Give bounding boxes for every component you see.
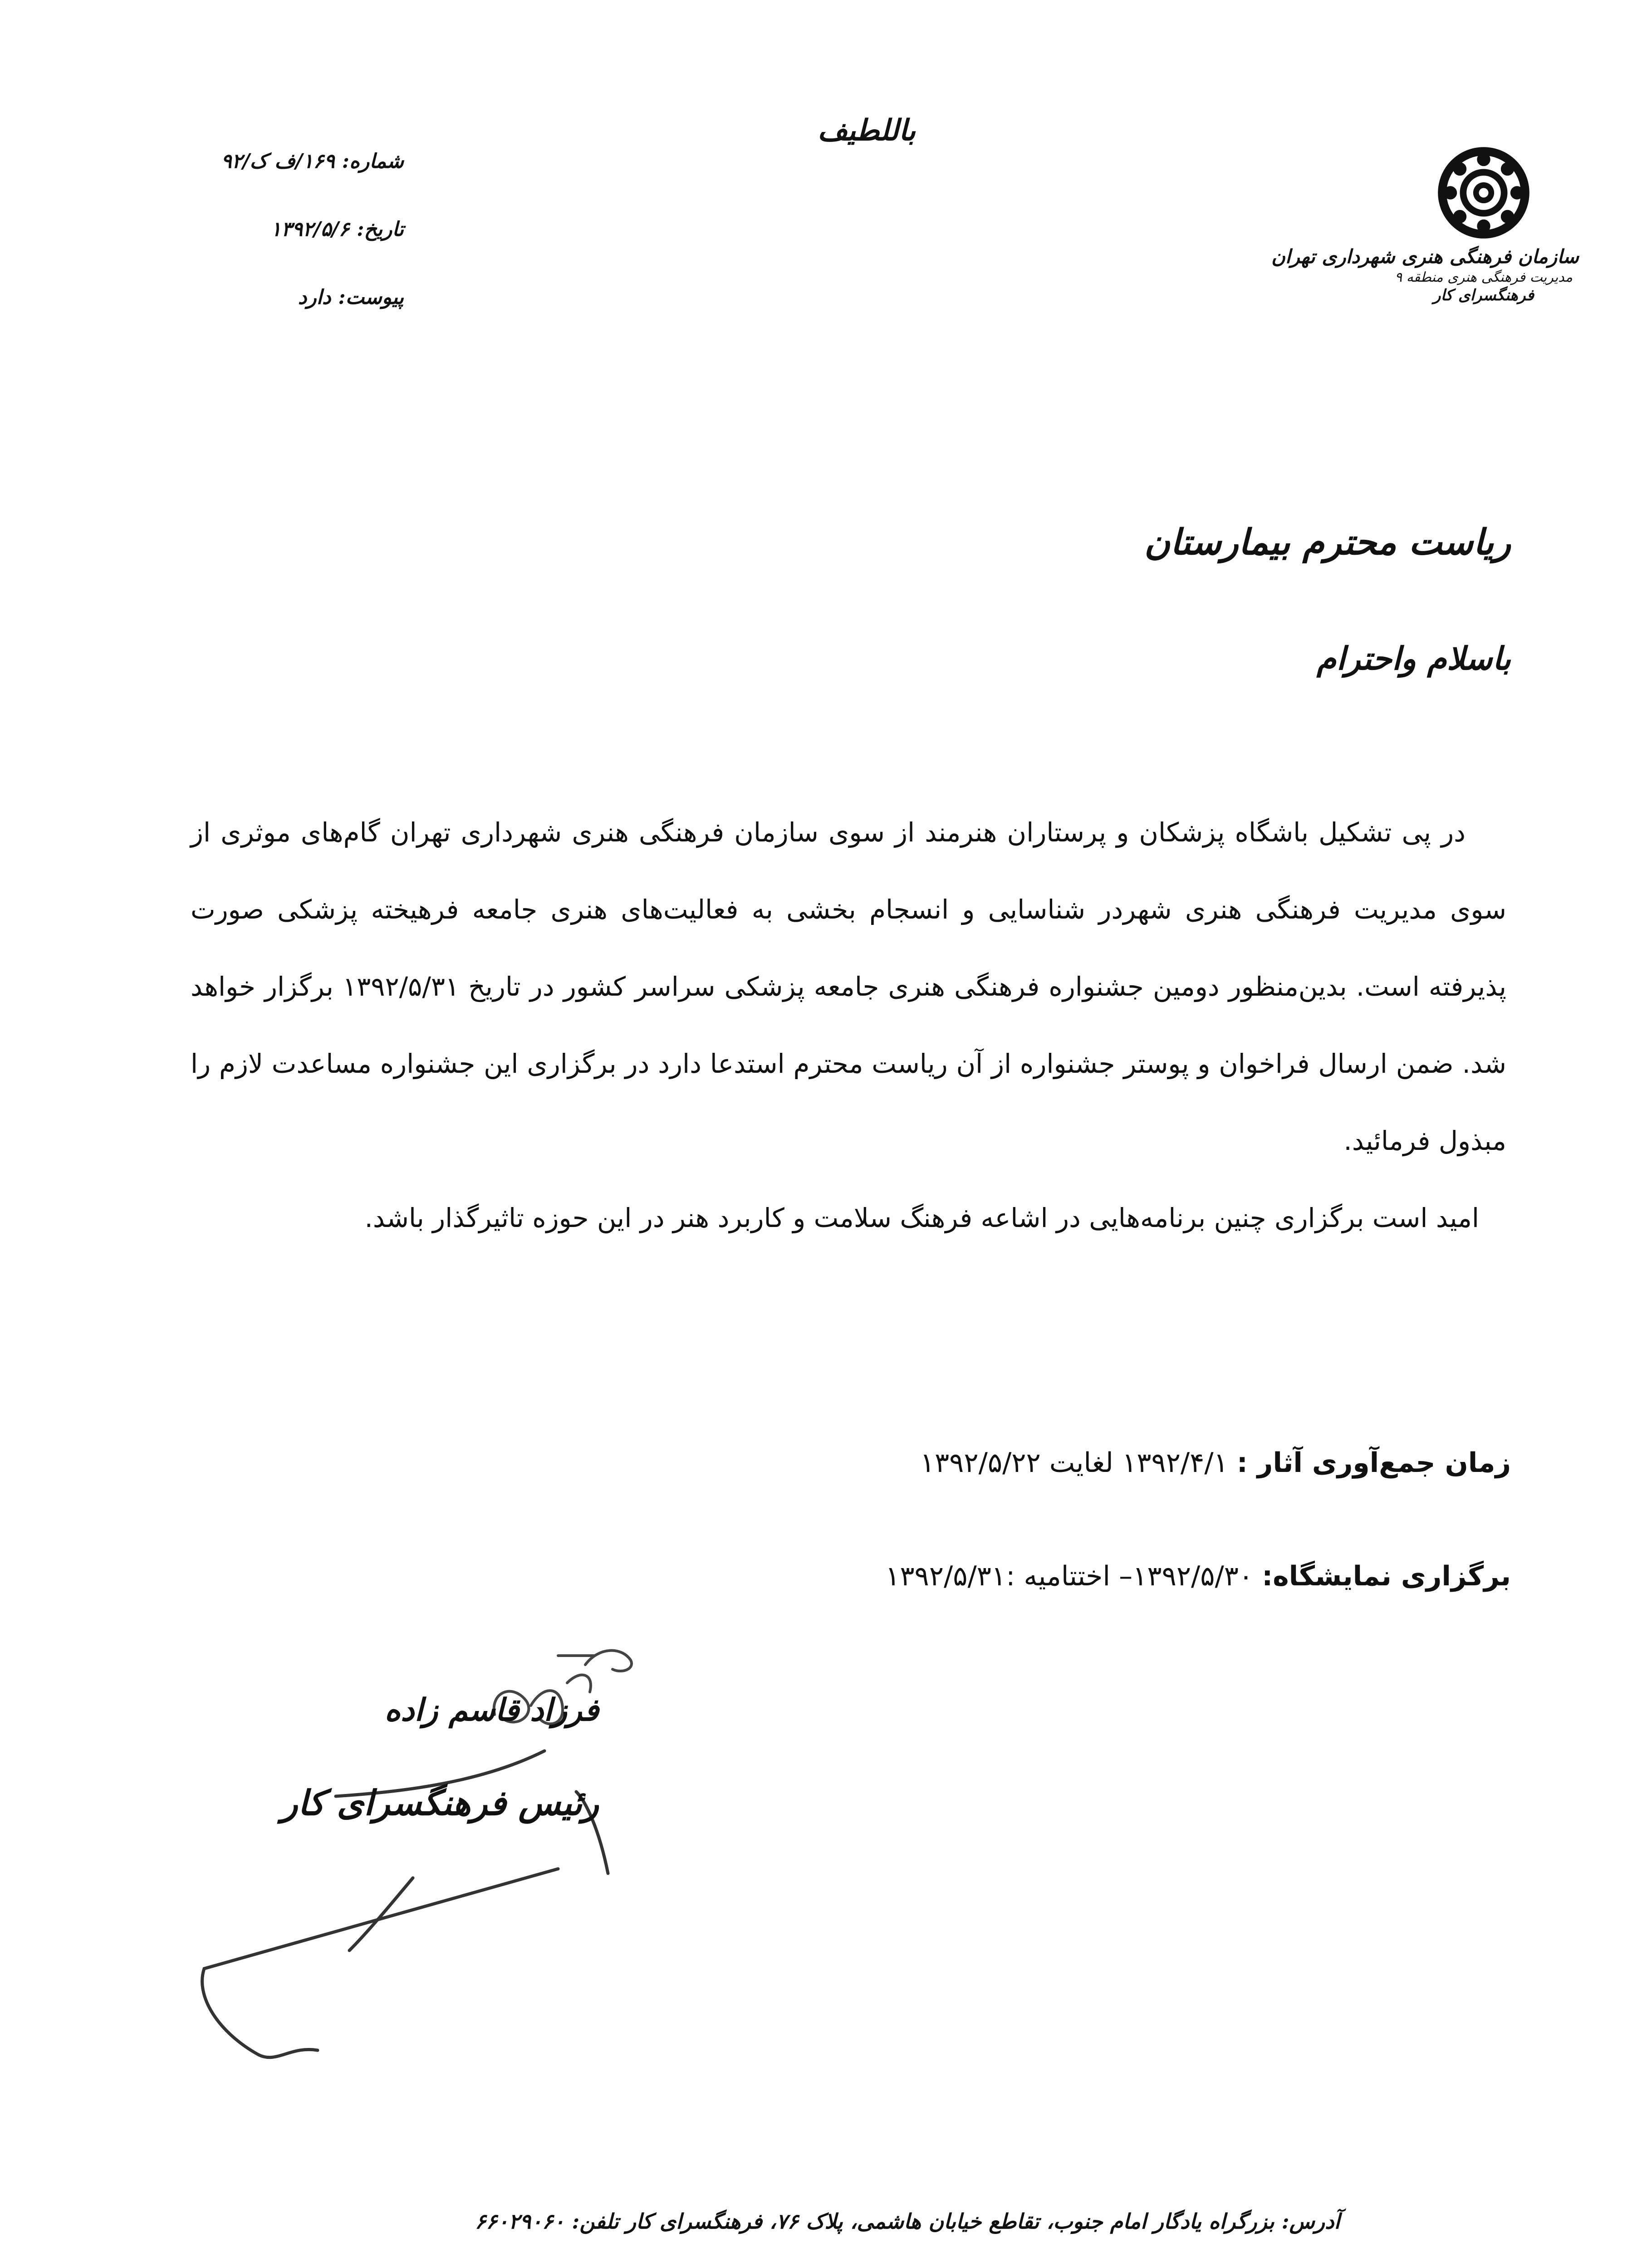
organization-logo (1271, 145, 1579, 305)
letter-attachment-label: پیوست: (338, 286, 404, 309)
letter-attachment-row (191, 286, 404, 354)
logo-department-name: مدیریت فرهنگی هنری منطقه ۹ (1394, 269, 1573, 285)
collection-period-value: ۱۳۹۲/۴/۱ لغایت ۱۳۹۲/۵/۲۲ (920, 1447, 1228, 1479)
letter-number-row (191, 150, 404, 218)
exhibition-period-label: برگزاری نمایشگاه: (1262, 1560, 1511, 1592)
handwritten-signature-stroke (200, 1678, 653, 2087)
invocation-heading: باللطیف (817, 113, 916, 147)
exhibition-period-value: ۱۳۹۲/۵/۳۰– اختتامیه :۱۳۹۲/۵/۳۱ (885, 1560, 1254, 1592)
body-paragraph-2: امید است برگزاری چنین برنامه‌هایی در اشاعه فرهنگ سلامت و کاربرد هنر در این حوزه تاثیرگذار باشد. (364, 1202, 1479, 1233)
letter-body (191, 794, 1506, 1256)
signature-block (200, 1678, 653, 2087)
addressee: ریاست محترم بیمارستان (1144, 522, 1511, 563)
body-paragraph-1: در پی تشکیل باشگاه پزشکان و پرستاران هنرمند از سوی سازمان فرهنگی هنری شهرداری تهران گام‌های موثری از سوی مدیریت فرهنگی هنری شهردر شناسایی و انسجام بخشی به فعالیت‌های هنری جامعه فرهیخته پزشکی صورت پذیرفته است. بدین‌منظور دومین جشنواره فرهنگی هنری جامعه پزشکی سراسر کشور در تاریخ ۱۳۹۲/۵/۳۱ برگزار خواهد شد. ضمن ارسال فراخوان و پوستر جشنواره از آن ریاست محترم استدعا دارد در برگزاری این جشنواره مساعدت لازم را مبذول فرمائید. (191, 817, 1506, 1156)
letter-date-row (191, 218, 404, 286)
letter-meta (191, 150, 404, 354)
exhibition-period (885, 1560, 1511, 1592)
collection-period-label: زمان جمع‌آوری آثار : (1236, 1447, 1511, 1479)
signatory-name: فرزاد قاسم زاده (384, 1692, 599, 1728)
signatory-title: رئیس فرهنگسرای کار (281, 1783, 599, 1823)
logo-organization-name: سازمان فرهنگی هنری شهرداری تهران (1271, 245, 1579, 268)
greeting: باسلام واحترام (1317, 640, 1511, 677)
rosette-emblem-icon (1436, 145, 1531, 240)
letter-number-label: شماره: (342, 150, 404, 173)
logo-center-name: فرهنگسرای کار (1433, 286, 1534, 304)
letter-date-value: ۱۳۹۲/۵/۶ (270, 218, 350, 241)
letter-attachment-value: دارد (298, 286, 331, 309)
footer-address: آدرس: بزرگراه یادگار امام جنوب، تقاطع خیابان هاشمی، پلاک ۷۶، فرهنگسرای کار تلفن: ۶۶۰۲۹۰۶۰ (475, 2209, 1340, 2234)
letter-date-label: تاریخ: (357, 218, 404, 241)
letter-number-value: ۱۶۹/ف ک/۹۲ (221, 150, 335, 173)
collection-period (920, 1447, 1511, 1479)
